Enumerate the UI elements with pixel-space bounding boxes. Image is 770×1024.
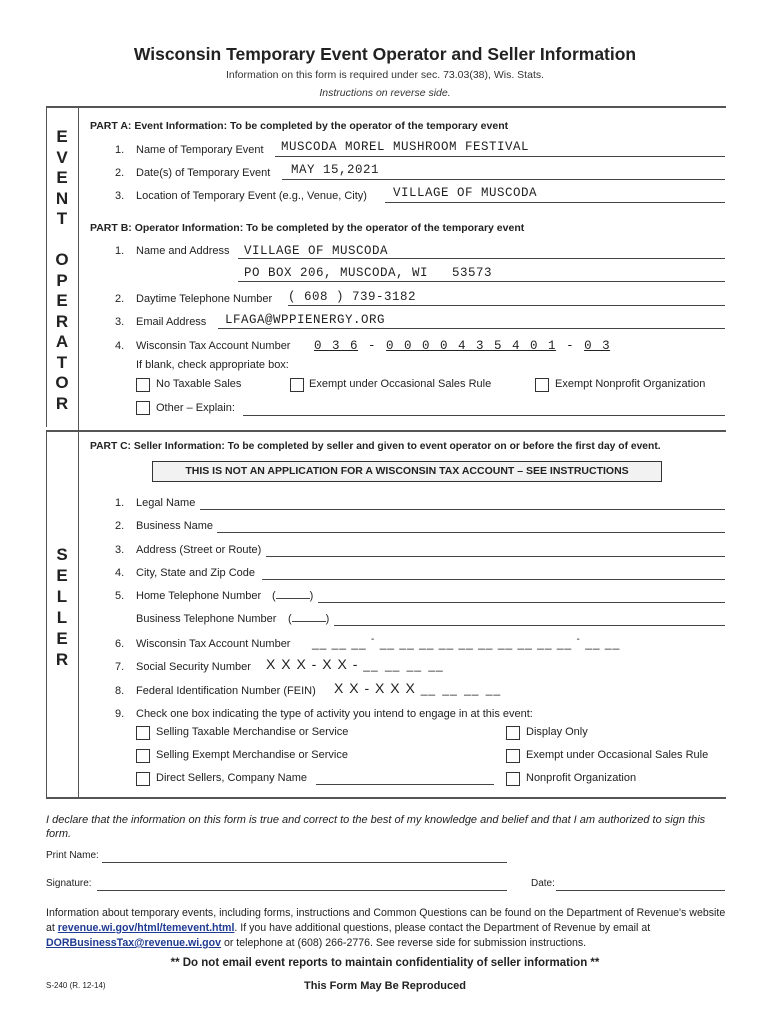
event-name-value[interactable]: MUSCODA MOREL MUSHROOM FESTIVAL [281,140,530,154]
info-text: . If you have additional questions, please contact the Department of Revenue by email at [234,922,651,934]
if-blank-label: If blank, check appropriate box: [136,359,289,371]
operator-tax-label: Wisconsin Tax Account Number [136,340,291,352]
sidebar-letter: E [56,291,68,310]
sidebar-divider [78,107,79,797]
no-taxable-sales-checkbox[interactable] [136,378,150,392]
info-text: or telephone at (608) 266-2776. See reverse side for submission instructions. [223,937,587,949]
item-number: 4. [115,340,125,352]
item-number: 2. [115,167,125,179]
taxable-merchandise-checkbox[interactable] [136,726,150,740]
daytime-phone-value[interactable]: ( 608 ) 739-3182 [288,290,417,304]
email-label: Email Address [136,316,207,328]
sidebar-letter: S [56,545,68,564]
fein-mask: X X X [375,680,415,696]
date-label: Date: [531,878,555,889]
tax-part-3: 0 3 [584,339,611,353]
email-link[interactable]: DORBusinessTax@revenue.wi.gov [46,937,221,949]
item-number: 9. [115,708,125,720]
print-name-label: Print Name: [46,850,99,861]
item-number: 8. [115,685,125,697]
fein-mask: X X [334,680,359,696]
item-number: 4. [115,567,125,579]
fein-field[interactable]: X X - X X X __ __ __ __ [334,680,502,696]
item-number: 3. [115,316,125,328]
option-label: No Taxable Sales [156,378,242,390]
part-c-rule [46,430,726,432]
sidebar-letter: L [56,608,68,627]
nonprofit-checkbox[interactable] [506,772,520,786]
sidebar-letter: R [55,393,69,413]
date-line[interactable] [556,890,725,891]
operator-tax-value[interactable]: 0 3 6 - 0 0 0 0 4 3 5 4 0 1 - 0 3 [314,339,611,353]
legal-name-label: Legal Name [136,497,196,509]
business-phone-label: Business Telephone Number [136,613,277,625]
info-paragraph [46,906,728,951]
activity-option: Nonprofit Organization [526,772,637,784]
item-number: 7. [115,661,125,673]
event-date-label: Date(s) of Temporary Event [136,167,271,179]
legal-name-line[interactable] [200,509,725,510]
address-label: Address (Street or Route) [136,544,262,556]
not-application-banner: THIS IS NOT AN APPLICATION FOR A WISCONSIN TAX ACCOUNT – SEE INSTRUCTIONS [152,461,662,482]
item-number: 2. [115,293,125,305]
page-title: Wisconsin Temporary Event Operator and Seller Information [133,44,637,64]
instructions-note: Instructions on reverse side. [319,87,451,99]
company-name-line[interactable] [316,784,494,785]
other-explain-line[interactable] [243,415,725,416]
operator-name-line [238,258,725,259]
event-location-line [385,202,725,203]
sidebar-letter: R [55,650,69,669]
sidebar-letter: O [55,373,69,392]
declaration: I declare that the information on this form is true and correct to the best of my knowledge and belief and that I am authorized to sign this form. [46,814,706,840]
sidebar-letter: R [55,311,69,331]
email-line [218,328,725,329]
reproduced-note: This Form May Be Reproduced [304,980,466,992]
direct-sellers-checkbox[interactable] [136,772,150,786]
print-name-line[interactable] [102,862,507,863]
ssn-mask: X X X [266,656,306,672]
event-location-label: Location of Temporary Event (e.g., Venue, City) [136,190,367,202]
sidebar-letter: P [56,270,68,290]
signature-line[interactable] [97,890,507,891]
other-checkbox[interactable] [136,401,150,415]
home-phone-field[interactable]: ( ) [272,590,314,602]
sidebar-letter: E [56,168,68,187]
item-number: 1. [115,144,125,156]
sidebar-letter: E [56,127,68,146]
item-number: 5. [115,590,125,602]
tax-part-1: 0 3 6 [314,339,359,353]
business-name-line[interactable] [217,532,725,533]
statute-note: Information on this form is required under sec. 73.03(38), Wis. Stats. [225,69,545,81]
activity-option: Selling Exempt Merchandise or Service [156,749,348,761]
ssn-mask: X X [322,656,347,672]
item-number: 3. [115,190,125,202]
seller-tax-field[interactable]: __ __ __ - __ __ __ __ __ __ __ __ __ __ - __ __ [312,634,621,650]
event-date-line [282,179,725,180]
sidebar-letter: L [56,587,68,606]
exempt-merchandise-checkbox[interactable] [136,749,150,763]
sidebar-letter: E [56,566,68,585]
activity-option: Selling Taxable Merchandise or Service [156,726,349,738]
sidebar-letter: T [56,352,68,372]
exempt-nonprofit-checkbox[interactable] [535,378,549,392]
ssn-field[interactable]: X X X - X X - __ __ __ __ [266,656,444,672]
tax-part-2: 0 0 0 0 4 3 5 4 0 1 [386,339,557,353]
operator-address-line [238,281,725,282]
item-number: 6. [115,638,125,650]
item-number: 1. [115,245,125,257]
sidebar-left-bottom [46,432,47,797]
item-number: 3. [115,544,125,556]
event-name-line [275,156,725,157]
event-location-value[interactable]: VILLAGE OF MUSCODA [393,186,538,200]
business-phone-field[interactable]: ( ) [288,613,330,625]
event-date-value[interactable]: MAY 15,2021 [291,163,380,177]
form-id: S-240 (R. 12-14) [46,981,106,990]
home-phone-label: Home Telephone Number [136,590,262,602]
activity-option: Display Only [526,726,588,738]
option-label: Exempt Nonprofit Organization [555,378,706,390]
sidebar-letter: T [56,209,68,228]
fein-label: Federal Identification Number (FEIN) [136,685,316,697]
option-label: Exempt under Occasional Sales Rule [309,378,492,390]
item-number: 2. [115,520,125,532]
part-b-heading: PART B: Operator Information: To be completed by the operator of the temporary event [90,222,525,234]
ssn-label: Social Security Number [136,661,251,673]
option-label: Other – Explain: [156,402,235,414]
activity-label: Check one box indicating the type of activity you intend to engage in at this event: [136,708,533,720]
email-value[interactable]: LFAGA@WPPIENERGY.ORG [225,313,386,327]
activity-option: Exempt under Occasional Sales Rule [526,749,709,761]
part-c-heading: PART C: Seller Information: To be completed by seller and given to event operator on or before the first day of event. [90,441,661,452]
seller-tax-label: Wisconsin Tax Account Number [136,638,291,650]
info-text: Information about temporary events, including forms, instructions and Common Questions can be found on the Department of Revenue's website at [46,907,726,934]
display-only-checkbox[interactable] [506,726,520,740]
home-phone-line[interactable] [318,602,725,603]
sidebar-letter: O [55,250,69,269]
operator-name-label: Name and Address [136,245,230,257]
sidebar-letter: A [55,332,69,351]
event-name-label: Name of Temporary Event [136,144,264,156]
activity-option: Direct Sellers, Company Name [156,772,307,784]
city-state-zip-label: City, State and Zip Code [136,567,256,579]
daytime-phone-label: Daytime Telephone Number [136,293,273,305]
item-number: 1. [115,497,125,509]
occasional-sales-seller-checkbox[interactable] [506,749,520,763]
sidebar-left-top [46,107,47,427]
part-a-heading: PART A: Event Information: To be completed by the operator of the temporary event [90,120,509,132]
city-state-zip-line[interactable] [262,579,725,580]
top-rule [46,106,726,108]
confidentiality-warning: ** Do not email event reports to maintain confidentiality of seller information ** [170,957,600,969]
phone-area-code: 608 [304,290,329,304]
sidebar-letter: V [56,147,68,167]
occasional-sales-checkbox[interactable] [290,378,304,392]
temevent-link[interactable]: revenue.wi.gov/html/temevent.html [57,922,235,934]
phone-number: 739-3182 [352,290,417,304]
daytime-phone-line [288,305,725,306]
sidebar-letter: E [56,629,68,648]
bottom-rule [46,797,726,799]
operator-address-value[interactable]: PO BOX 206, MUSCODA, WI 53573 [244,266,493,280]
address-line[interactable] [266,556,725,557]
operator-name-value[interactable]: VILLAGE OF MUSCODA [244,244,389,258]
business-phone-line[interactable] [334,625,725,626]
sidebar-letter: N [55,188,69,208]
business-name-label: Business Name [136,520,214,532]
signature-label: Signature: [46,878,92,889]
